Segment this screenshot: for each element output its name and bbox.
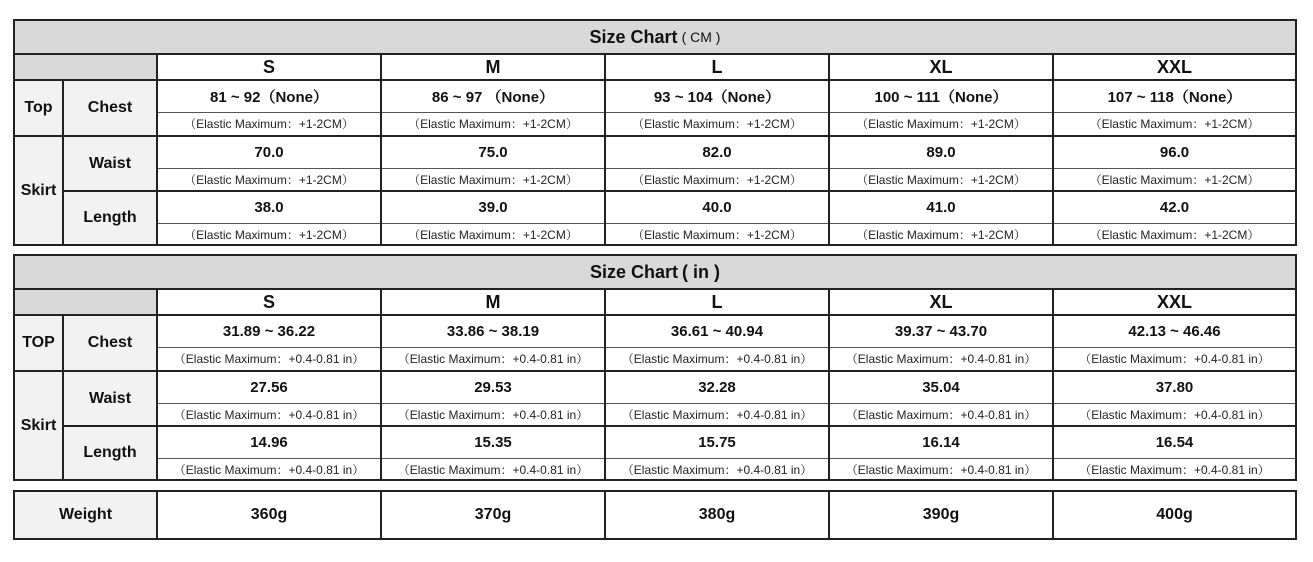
cell-value: 14.96 xyxy=(158,427,380,459)
row-label-length: Length xyxy=(64,192,158,244)
chart-title-cm xyxy=(15,21,1295,55)
cell-note: （Elastic Maximum：+0.4-0.81 in） xyxy=(1079,462,1270,477)
size-header-l: L xyxy=(606,290,830,316)
table-cell xyxy=(606,372,830,425)
cell-note: （Elastic Maximum：+1-2CM） xyxy=(632,116,802,131)
cell-value: 35.04 xyxy=(830,372,1052,404)
cell-note: （Elastic Maximum：+1-2CM） xyxy=(1089,227,1260,242)
table-cell xyxy=(830,137,1054,190)
chart-title-text: Size Chart xyxy=(589,261,679,282)
row-label-waist: Waist xyxy=(64,137,158,190)
table-cell xyxy=(1054,427,1295,479)
cell-note: （Elastic Maximum：+0.4-0.81 in） xyxy=(621,462,813,477)
size-header-xl: XL xyxy=(830,290,1054,316)
size-chart-in xyxy=(13,254,1297,481)
table-cell xyxy=(382,427,606,479)
size-chart-cm xyxy=(13,19,1297,246)
cell-note: （Elastic Maximum：+1-2CM） xyxy=(1089,172,1260,187)
table-cell xyxy=(158,427,382,479)
cell-note: （Elastic Maximum：+0.4-0.81 in） xyxy=(845,407,1037,422)
table-cell xyxy=(830,192,1054,244)
table-cell xyxy=(830,427,1054,479)
row-label-chest: Chest xyxy=(64,316,158,370)
chart-title-unit: ( in ) xyxy=(682,261,721,282)
weight-value-xxl: 400g xyxy=(1156,506,1193,523)
cell-value: 107 ~ 118（None） xyxy=(1054,81,1295,113)
size-header-m: M xyxy=(382,290,606,316)
group-label-skirt: Skirt xyxy=(15,372,64,479)
table-cell xyxy=(158,316,382,370)
cell-value: 70.0 xyxy=(158,137,380,169)
cell-note: （Elastic Maximum：+1-2CM） xyxy=(632,227,802,242)
table-cell xyxy=(606,316,830,370)
cell-value: 29.53 xyxy=(382,372,604,404)
cell-value: 82.0 xyxy=(606,137,828,169)
cell-value: 37.80 xyxy=(1054,372,1295,404)
cell-note: （Elastic Maximum：+1-2CM） xyxy=(184,172,354,187)
chart-title-in xyxy=(15,256,1295,290)
cell-note: （Elastic Maximum：+1-2CM） xyxy=(856,227,1026,242)
header-blank-cell xyxy=(15,55,158,81)
cell-value: 32.28 xyxy=(606,372,828,404)
cell-value: 39.37 ~ 43.70 xyxy=(830,316,1052,348)
cell-note: （Elastic Maximum：+0.4-0.81 in） xyxy=(397,407,589,422)
weight-table xyxy=(13,490,1297,540)
cell-note: （Elastic Maximum：+1-2CM） xyxy=(632,172,802,187)
cell-value: 15.75 xyxy=(606,427,828,459)
cell-value: 15.35 xyxy=(382,427,604,459)
table-cell xyxy=(830,81,1054,135)
size-header-xxl: XXL xyxy=(1054,55,1295,81)
chart-title-text: Size Chart xyxy=(589,26,678,47)
cell-value: 89.0 xyxy=(830,137,1052,169)
table-cell xyxy=(1054,137,1295,190)
size-header-xl: XL xyxy=(830,55,1054,81)
table-cell xyxy=(382,316,606,370)
table-cell xyxy=(382,192,606,244)
header-blank-cell xyxy=(15,290,158,316)
cell-note: （Elastic Maximum：+1-2CM） xyxy=(408,116,578,131)
cell-note: （Elastic Maximum：+0.4-0.81 in） xyxy=(173,351,365,366)
table-cell xyxy=(1054,81,1295,135)
size-header-xxl: XXL xyxy=(1054,290,1295,316)
table-cell xyxy=(382,372,606,425)
table-cell xyxy=(382,81,606,135)
cell-note: （Elastic Maximum：+1-2CM） xyxy=(856,116,1026,131)
cell-value: 81 ~ 92（None） xyxy=(158,81,380,113)
cell-value: 16.14 xyxy=(830,427,1052,459)
group-label-top: TOP xyxy=(15,316,64,370)
cell-value: 27.56 xyxy=(158,372,380,404)
cell-note: （Elastic Maximum：+1-2CM） xyxy=(408,227,578,242)
table-cell xyxy=(606,81,830,135)
cell-value: 41.0 xyxy=(830,192,1052,224)
cell-value: 31.89 ~ 36.22 xyxy=(158,316,380,348)
table-cell xyxy=(158,372,382,425)
cell-value: 93 ~ 104（None） xyxy=(606,81,828,113)
size-header-m: M xyxy=(382,55,606,81)
table-cell xyxy=(606,192,830,244)
chart-title-unit: ( CM ) xyxy=(681,29,721,45)
cell-value: 39.0 xyxy=(382,192,604,224)
cell-value: 16.54 xyxy=(1054,427,1295,459)
cell-note: （Elastic Maximum：+0.4-0.81 in） xyxy=(173,462,365,477)
group-label-top: Top xyxy=(15,81,64,135)
table-cell xyxy=(606,137,830,190)
size-header-s: S xyxy=(158,55,382,81)
weight-label: Weight xyxy=(15,492,158,538)
cell-value: 42.0 xyxy=(1054,192,1295,224)
weight-value-xl: 390g xyxy=(830,492,1054,538)
table-cell xyxy=(158,137,382,190)
table-cell xyxy=(830,372,1054,425)
table-cell xyxy=(606,427,830,479)
cell-value: 42.13 ~ 46.46 xyxy=(1054,316,1295,348)
table-cell xyxy=(382,137,606,190)
cell-note: （Elastic Maximum：+0.4-0.81 in） xyxy=(173,407,365,422)
weight-value-m: 370g xyxy=(382,492,606,538)
size-header-s: S xyxy=(158,290,382,316)
row-label-waist: Waist xyxy=(64,372,158,425)
cell-note: （Elastic Maximum：+1-2CM） xyxy=(1089,116,1260,131)
table-cell xyxy=(1054,372,1295,425)
cell-value: 96.0 xyxy=(1054,137,1295,169)
table-cell xyxy=(1054,192,1295,244)
cell-value: 75.0 xyxy=(382,137,604,169)
table-cell xyxy=(158,81,382,135)
cell-value: 36.61 ~ 40.94 xyxy=(606,316,828,348)
table-cell xyxy=(1054,316,1295,370)
cell-note: （Elastic Maximum：+0.4-0.81 in） xyxy=(397,462,589,477)
cell-note: （Elastic Maximum：+0.4-0.81 in） xyxy=(621,407,813,422)
weight-value-l: 380g xyxy=(606,492,830,538)
cell-note: （Elastic Maximum：+1-2CM） xyxy=(184,116,354,131)
weight-value-s: 360g xyxy=(158,492,382,538)
cell-note: （Elastic Maximum：+1-2CM） xyxy=(408,172,578,187)
cell-note: （Elastic Maximum：+0.4-0.81 in） xyxy=(845,462,1037,477)
cell-value: 86 ~ 97 （None） xyxy=(382,81,604,113)
size-header-l: L xyxy=(606,55,830,81)
table-cell xyxy=(830,316,1054,370)
row-label-length: Length xyxy=(64,427,158,479)
group-label-skirt: Skirt xyxy=(15,137,64,244)
cell-note: （Elastic Maximum：+0.4-0.81 in） xyxy=(1079,407,1270,422)
cell-note: （Elastic Maximum：+0.4-0.81 in） xyxy=(845,351,1037,366)
cell-note: （Elastic Maximum：+0.4-0.81 in） xyxy=(621,351,813,366)
cell-note: （Elastic Maximum：+1-2CM） xyxy=(184,227,354,242)
cell-note: （Elastic Maximum：+0.4-0.81 in） xyxy=(397,351,589,366)
cell-value: 33.86 ~ 38.19 xyxy=(382,316,604,348)
cell-value: 40.0 xyxy=(606,192,828,224)
table-cell xyxy=(158,192,382,244)
row-label-chest: Chest xyxy=(64,81,158,135)
cell-value: 38.0 xyxy=(158,192,380,224)
cell-note: （Elastic Maximum：+0.4-0.81 in） xyxy=(1079,351,1270,366)
cell-value: 100 ~ 111（None） xyxy=(830,81,1052,113)
cell-note: （Elastic Maximum：+1-2CM） xyxy=(856,172,1026,187)
